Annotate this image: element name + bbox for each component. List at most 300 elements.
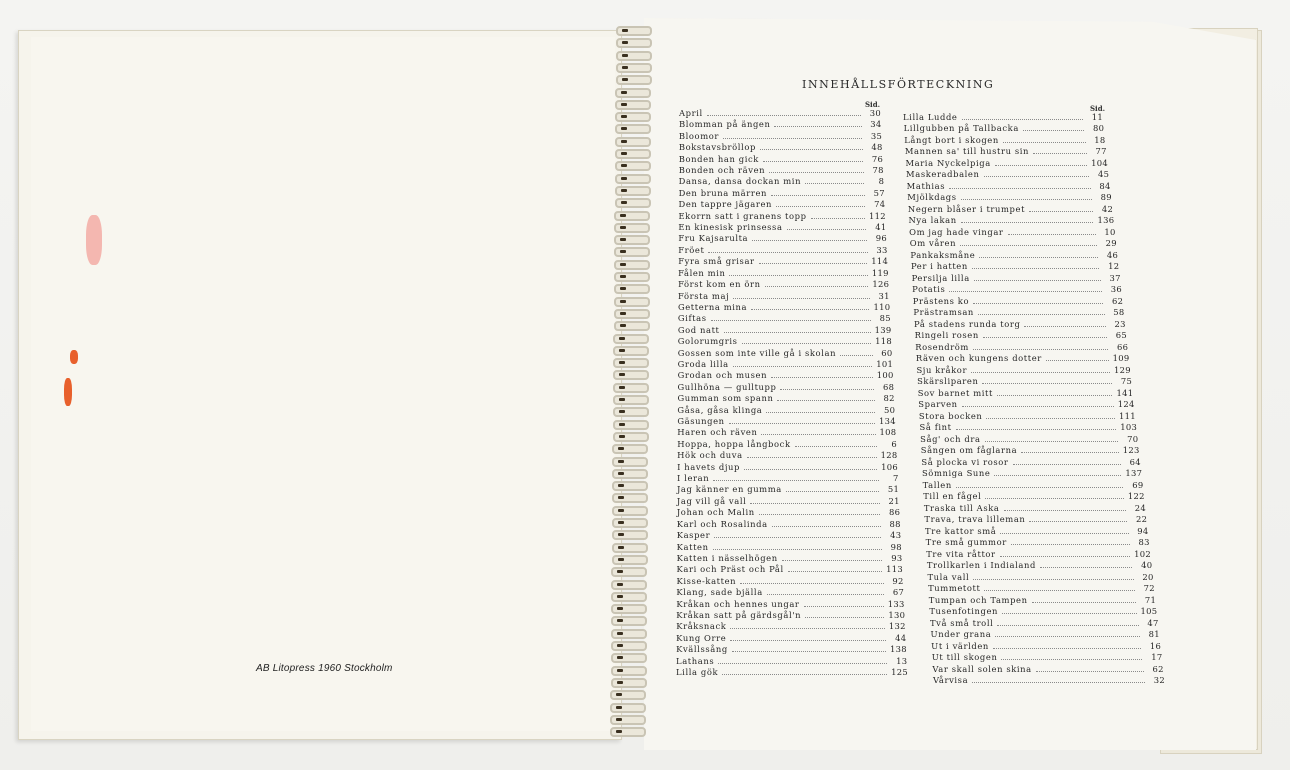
spiral-ring [612, 518, 648, 528]
toc-entry-page: 85 [879, 313, 891, 324]
toc-leader-dots [974, 279, 1101, 281]
toc-entry-page: 108 [879, 427, 897, 438]
spiral-ring [615, 112, 651, 122]
toc-leader-dots [972, 681, 1145, 683]
toc-entry [912, 271, 1121, 283]
toc-entry-title: Lilla gök [676, 667, 719, 677]
toc-entry [676, 597, 904, 609]
toc-entry [916, 363, 1130, 375]
toc-leader-dots [1003, 141, 1086, 143]
toc-leader-dots [997, 394, 1113, 396]
toc-leader-dots [795, 445, 877, 447]
toc-entry [678, 231, 887, 243]
spiral-ring [616, 51, 652, 61]
toc-entry-page: 125 [891, 667, 908, 677]
toc-entry-page: 7 [892, 473, 899, 484]
toc-leader-dots [765, 285, 869, 287]
toc-entry-title: Gåsa, gåsa klinga [677, 404, 763, 415]
toc-leader-dots [949, 290, 1102, 292]
spiral-ring [611, 616, 647, 626]
toc-entry-title: Räven och kungens dotter [915, 353, 1042, 364]
toc-entry-page: 124 [1117, 399, 1135, 410]
toc-leader-dots [995, 635, 1140, 637]
toc-entry [679, 197, 886, 209]
toc-entry-page: 13 [896, 655, 908, 666]
toc-entry-page: 123 [1122, 445, 1140, 456]
toc-entry-title: Kasper [676, 530, 711, 541]
toc-entry-title: Mannen sa' till hustru sin [904, 146, 1029, 157]
toc-leader-dots [718, 662, 887, 664]
toc-entry [679, 163, 884, 175]
toc-entry-title: Gossen som inte ville gå i skolan [677, 347, 837, 358]
toc-entry-page: 57 [873, 187, 885, 198]
page-column-header: Sid. [865, 100, 881, 109]
toc-leader-dots [713, 548, 882, 550]
toc-leader-dots [956, 428, 1117, 430]
toc-entry [916, 351, 1130, 363]
toc-entry [930, 616, 1159, 628]
toc-entry-page: 11 [1091, 112, 1103, 122]
toc-entry [679, 140, 883, 152]
toc-entry-title: Tre kattor små [925, 525, 997, 536]
toc-entry-page: 94 [1137, 525, 1149, 536]
toc-entry [906, 167, 1109, 179]
toc-entry-page: 102 [1134, 548, 1152, 559]
toc-entry-page: 51 [887, 484, 900, 495]
toc-entry [917, 374, 1132, 386]
toc-entry-title: Ut till skogen [931, 652, 998, 663]
spiral-ring [615, 137, 651, 147]
toc-entry [678, 311, 891, 323]
spiral-ring [613, 407, 649, 417]
toc-entry-title: Fröet [678, 244, 705, 255]
toc-entry-page: 74 [874, 199, 886, 210]
toc-entry-page: 23 [1114, 318, 1126, 329]
toc-leader-dots [984, 175, 1090, 177]
toc-entry [904, 121, 1105, 133]
spiral-ring [614, 247, 650, 257]
toc-leader-dots [1024, 325, 1105, 327]
spiral-ring [612, 493, 648, 503]
toc-entry [677, 517, 901, 529]
toc-entry-title: Tula vall [927, 571, 970, 582]
toc-entry [678, 346, 893, 358]
toc-entry [677, 425, 896, 437]
toc-leader-dots [759, 262, 868, 264]
toc-entry-page: 132 [888, 621, 906, 632]
toc-entry-title: Tre vita råttor [926, 548, 996, 559]
spiral-ring [612, 457, 648, 467]
toc-entry-page: 43 [890, 530, 902, 541]
toc-leader-dots [961, 198, 1092, 200]
spiral-ring [612, 444, 648, 454]
toc-entry-page: 50 [884, 404, 896, 415]
spiral-ring [615, 174, 651, 184]
spiral-binding [606, 18, 656, 748]
toc-leader-dots [750, 502, 879, 504]
toc-entry-title: Under grana [930, 629, 992, 640]
toc-entry-page: 10 [1104, 226, 1116, 237]
toc-entry-title: Tusenfotingen [929, 606, 999, 617]
toc-entry-page: 62 [1111, 295, 1124, 306]
toc-entry [932, 650, 1163, 662]
toc-entry [929, 593, 1156, 605]
toc-entry-title: Karl och Rosalinda [676, 518, 768, 529]
toc-entry-title: På stadens runda torg [914, 318, 1021, 329]
toc-entry-title: Så fint [919, 422, 952, 433]
toc-entry [677, 494, 900, 506]
toc-leader-dots [978, 313, 1105, 315]
toc-entry-page: 12 [1108, 261, 1120, 272]
spiral-ring [614, 260, 650, 270]
toc-entry-title: Katten i nässelhögen [676, 552, 778, 563]
toc-leader-dots [1001, 658, 1142, 660]
toc-entry [924, 512, 1147, 524]
spiral-ring [613, 383, 649, 393]
toc-entry-title: Per i hatten [910, 261, 968, 272]
toc-entry [908, 202, 1113, 214]
spiral-ring [615, 198, 651, 208]
toc-entry [907, 190, 1112, 202]
toc-entry [913, 294, 1123, 306]
toc-entry [918, 397, 1134, 409]
toc-entry-page: 89 [1100, 192, 1112, 203]
toc-title: INNEHÅLLSFÖRTECKNING [802, 78, 995, 91]
toc-entry [933, 673, 1165, 685]
toc-leader-dots [771, 194, 865, 196]
toc-leader-dots [766, 411, 875, 413]
toc-entry-page: 103 [1120, 422, 1138, 433]
toc-entry-page: 69 [1132, 479, 1144, 490]
toc-entry [676, 631, 906, 643]
spiral-ring [611, 653, 647, 663]
toc-leader-dots [1000, 532, 1128, 534]
toc-entry [677, 414, 896, 426]
toc-leader-dots [997, 624, 1138, 626]
spiral-ring [610, 715, 646, 725]
toc-entry-title: Om jag hade vingar [909, 226, 1004, 237]
toc-entry [904, 133, 1105, 145]
toc-entry-title: Katten [676, 541, 709, 552]
toc-entry-page: 105 [1140, 606, 1158, 617]
toc-leader-dots [767, 593, 884, 595]
spiral-ring [612, 506, 648, 516]
toc-entry-page: 98 [890, 541, 902, 552]
toc-leader-dots [1011, 543, 1130, 545]
spiral-ring [611, 678, 647, 688]
toc-entry [931, 639, 1161, 651]
toc-entry-page: 29 [1105, 238, 1117, 249]
toc-entry-page: 44 [895, 632, 907, 643]
toc-entry [678, 368, 894, 380]
toc-entry-title: Fålen min [678, 267, 726, 278]
spiral-ring [616, 38, 652, 48]
toc-entry [678, 254, 888, 266]
toc-leader-dots [763, 160, 863, 162]
toc-leader-dots [1023, 129, 1084, 131]
toc-leader-dots [769, 171, 864, 173]
toc-leader-dots [982, 382, 1112, 384]
spiral-ring [616, 26, 652, 36]
spiral-ring [610, 690, 646, 700]
toc-leader-dots [786, 490, 879, 492]
toc-entry [928, 581, 1155, 593]
toc-entry-title: April [679, 108, 703, 118]
toc-entry-page: 80 [1092, 123, 1105, 134]
imprint-text: AB Litopress 1960 Stockholm [256, 663, 393, 674]
toc-leader-dots [973, 578, 1133, 580]
toc-entry [920, 432, 1138, 444]
toc-entry [677, 528, 902, 540]
spiral-ring [613, 395, 649, 405]
toc-entry-title: Grodan och musen [677, 370, 768, 381]
spiral-ring [614, 223, 650, 233]
toc-leader-dots [722, 673, 887, 675]
toc-entry [677, 391, 894, 403]
toc-entry-title: Lilla Ludde [903, 112, 958, 122]
toc-entry-page: 88 [889, 518, 901, 529]
toc-entry-title: Bloomor [678, 130, 719, 141]
toc-entry-page: 32 [1153, 675, 1165, 685]
toc-entry-title: Ringeli rosen [914, 330, 979, 341]
toc-entry [679, 186, 885, 198]
toc-entry-page: 17 [1151, 652, 1163, 663]
toc-entry-page: 24 [1134, 502, 1147, 513]
toc-leader-dots [1004, 509, 1127, 511]
toc-leader-dots [962, 405, 1114, 407]
toc-entry-title: Sov barnet mitt [917, 387, 993, 398]
toc-leader-dots [751, 308, 869, 310]
toc-entry [922, 466, 1142, 478]
toc-entry-page: 128 [880, 450, 898, 461]
toc-leader-dots [1032, 601, 1137, 603]
toc-entry [676, 585, 904, 597]
toc-entry [677, 551, 903, 563]
toc-entry [678, 277, 889, 289]
toc-leader-dots [744, 468, 877, 470]
toc-entry [678, 357, 893, 369]
spiral-ring [612, 543, 648, 553]
toc-entry-title: Haren och räven [677, 427, 758, 438]
toc-leader-dots [962, 118, 1084, 120]
toc-entry-page: 75 [1120, 376, 1133, 387]
toc-leader-dots [772, 525, 881, 527]
toc-leader-dots [730, 639, 886, 641]
spiral-ring [615, 186, 651, 196]
toc-entry-title: Trollkarlen i Indialand [926, 560, 1036, 571]
toc-entry [921, 443, 1140, 455]
toc-entry [926, 535, 1150, 547]
toc-leader-dots [752, 239, 867, 241]
toc-entry [679, 174, 885, 186]
toc-entry-title: Tre små gummor [925, 537, 1007, 548]
toc-entry [926, 547, 1151, 559]
toc-entry [677, 437, 897, 449]
toc-entry-page: 92 [892, 575, 904, 586]
toc-entry-title: Gullhöna — gulltupp [677, 381, 777, 392]
toc-entry-page: 104 [1091, 157, 1109, 168]
toc-leader-dots [723, 137, 862, 139]
spiral-ring [613, 432, 649, 442]
spiral-ring [614, 284, 650, 294]
toc-entry [677, 460, 898, 472]
spiral-ring [615, 161, 651, 171]
toc-entry-title: Gumman som spann [677, 393, 774, 404]
toc-leader-dots [993, 647, 1141, 649]
toc-entry-title: Lillgubben på Tallbacka [903, 123, 1019, 134]
toc-leader-dots [730, 627, 884, 629]
toc-leader-dots [949, 187, 1090, 189]
toc-leader-dots [983, 336, 1107, 338]
spiral-ring [611, 604, 647, 614]
toc-entry [678, 334, 892, 346]
toc-entry [676, 654, 907, 666]
toc-entry-page: 37 [1109, 272, 1121, 283]
toc-entry-title: Golorumgris [677, 336, 738, 347]
toc-entry-page: 31 [878, 290, 890, 301]
toc-leader-dots [805, 182, 864, 184]
toc-leader-dots [995, 164, 1087, 166]
toc-entry-page: 126 [872, 279, 890, 290]
toc-entry-title: Getterna mina [677, 301, 748, 312]
toc-entry-title: Bokstavsbröllop [678, 142, 756, 153]
toc-entry-title: En kinesisk prinsessa [678, 222, 783, 233]
toc-entry-title: Hoppa, hoppa långbock [677, 438, 791, 449]
spiral-ring [612, 530, 648, 540]
spiral-ring [616, 75, 652, 85]
spiral-ring [614, 297, 650, 307]
toc-entry-title: Maskeradbalen [906, 169, 980, 180]
toc-entry-title: Dansa, dansa dockan min [678, 176, 802, 187]
toc-leader-dots [759, 513, 880, 515]
toc-entry-title: Långt bort i skogen [904, 134, 999, 145]
toc-leader-dots [1013, 463, 1121, 465]
toc-entry-title: Kråkan och hennes ungar [676, 598, 800, 609]
toc-entry-title: Giftas [677, 313, 707, 324]
toc-entry [676, 574, 903, 586]
toc-entry [925, 524, 1149, 536]
toc-entry-title: Kvällssång [676, 644, 728, 655]
toc-entry-title: Prästens ko [912, 295, 970, 306]
toc-entry-title: Mjölkdags [907, 192, 957, 203]
toc-leader-dots [788, 570, 882, 572]
toc-leader-dots [1036, 670, 1144, 672]
toc-entry-page: 113 [886, 564, 904, 575]
toc-entry [923, 489, 1145, 501]
toc-entry-page: 141 [1116, 387, 1134, 398]
toc-entry-title: Först kom en örn [678, 279, 761, 290]
toc-entry [679, 129, 882, 141]
toc-entry-title: Rosendröm [915, 341, 969, 352]
toc-entry-title: Tummetott [928, 583, 981, 594]
spiral-ring [613, 370, 649, 380]
toc-entry [676, 608, 905, 620]
toc-leader-dots [1046, 359, 1109, 361]
toc-entry-title: Två små troll [929, 617, 994, 628]
toc-entry [923, 478, 1144, 490]
toc-entry [678, 323, 892, 335]
toc-entry-title: Johan och Malin [676, 507, 755, 518]
toc-entry-page: 70 [1127, 433, 1139, 444]
toc-entry [676, 665, 908, 677]
toc-entry-page: 22 [1136, 514, 1148, 525]
toc-entry [679, 117, 882, 129]
toc-leader-dots [985, 497, 1123, 499]
toc-leader-dots [961, 221, 1094, 223]
toc-leader-dots [771, 376, 873, 378]
toc-leader-dots [708, 251, 867, 253]
spiral-ring [612, 481, 648, 491]
toc-entry-page: 96 [875, 233, 888, 244]
toc-entry-title: I leran [677, 473, 710, 484]
toc-leader-dots [971, 371, 1110, 373]
toc-entry-page: 71 [1144, 594, 1157, 605]
toc-entry-title: Var skall solen skina [932, 663, 1032, 674]
toc-leader-dots [1029, 210, 1093, 212]
toc-leader-dots [729, 274, 867, 276]
toc-entry-page: 16 [1149, 640, 1162, 651]
toc-entry-title: Kisse-katten [676, 575, 737, 586]
spiral-ring [611, 666, 647, 676]
toc-entry [919, 409, 1136, 421]
toc-entry [678, 300, 890, 312]
toc-leader-dots [1021, 451, 1119, 453]
toc-entry-title: Fru Kajsarulta [678, 233, 749, 244]
toc-entry-page: 68 [882, 381, 895, 392]
toc-entry-page: 42 [1101, 203, 1114, 214]
spiral-ring [611, 580, 647, 590]
toc-entry-page: 136 [1097, 215, 1115, 226]
toc-entry-title: Så plocka vi rosor [921, 456, 1009, 467]
toc-entry [929, 604, 1157, 616]
toc-entry-page: 93 [891, 552, 903, 563]
spiral-ring [613, 346, 649, 356]
toc-entry-page: 30 [869, 108, 881, 118]
toc-entry [903, 110, 1103, 122]
toc-entry-title: Om våren [909, 238, 957, 249]
left-page-inner [31, 37, 615, 731]
toc-entry [912, 282, 1122, 294]
toc-entry-title: Trava, trava lilleman [924, 514, 1026, 525]
toc-entry [677, 448, 897, 460]
toc-entry-title: Pankaksmåne [910, 249, 976, 260]
toc-entry-page: 35 [870, 130, 883, 141]
toc-leader-dots [777, 399, 874, 401]
toc-entry-title: Skärsliparen [917, 376, 979, 387]
toc-entry [679, 152, 883, 164]
toc-entry-page: 100 [876, 370, 894, 381]
toc-leader-dots [1033, 152, 1087, 154]
toc-leader-dots [761, 433, 875, 435]
toc-entry-page: 8 [878, 176, 885, 187]
toc-entry [915, 328, 1127, 340]
toc-entry [676, 619, 906, 631]
toc-entry-title: Kung Orre [676, 632, 727, 643]
toc-entry-page: 58 [1113, 307, 1125, 318]
toc-entry-title: Sparven [918, 399, 958, 410]
toc-leader-dots [740, 582, 883, 584]
toc-entry-page: 41 [875, 222, 887, 233]
toc-leader-dots [972, 267, 1100, 269]
spiral-ring [614, 211, 650, 221]
toc-entry-title: Tumpan och Tampen [928, 594, 1028, 605]
toc-entry-title: Den bruna märren [678, 187, 767, 198]
toc-entry-page: 84 [1099, 180, 1111, 191]
toc-leader-dots [984, 589, 1134, 591]
toc-leader-dots [973, 302, 1103, 304]
toc-leader-dots [1040, 566, 1132, 568]
toc-leader-dots [776, 205, 865, 207]
